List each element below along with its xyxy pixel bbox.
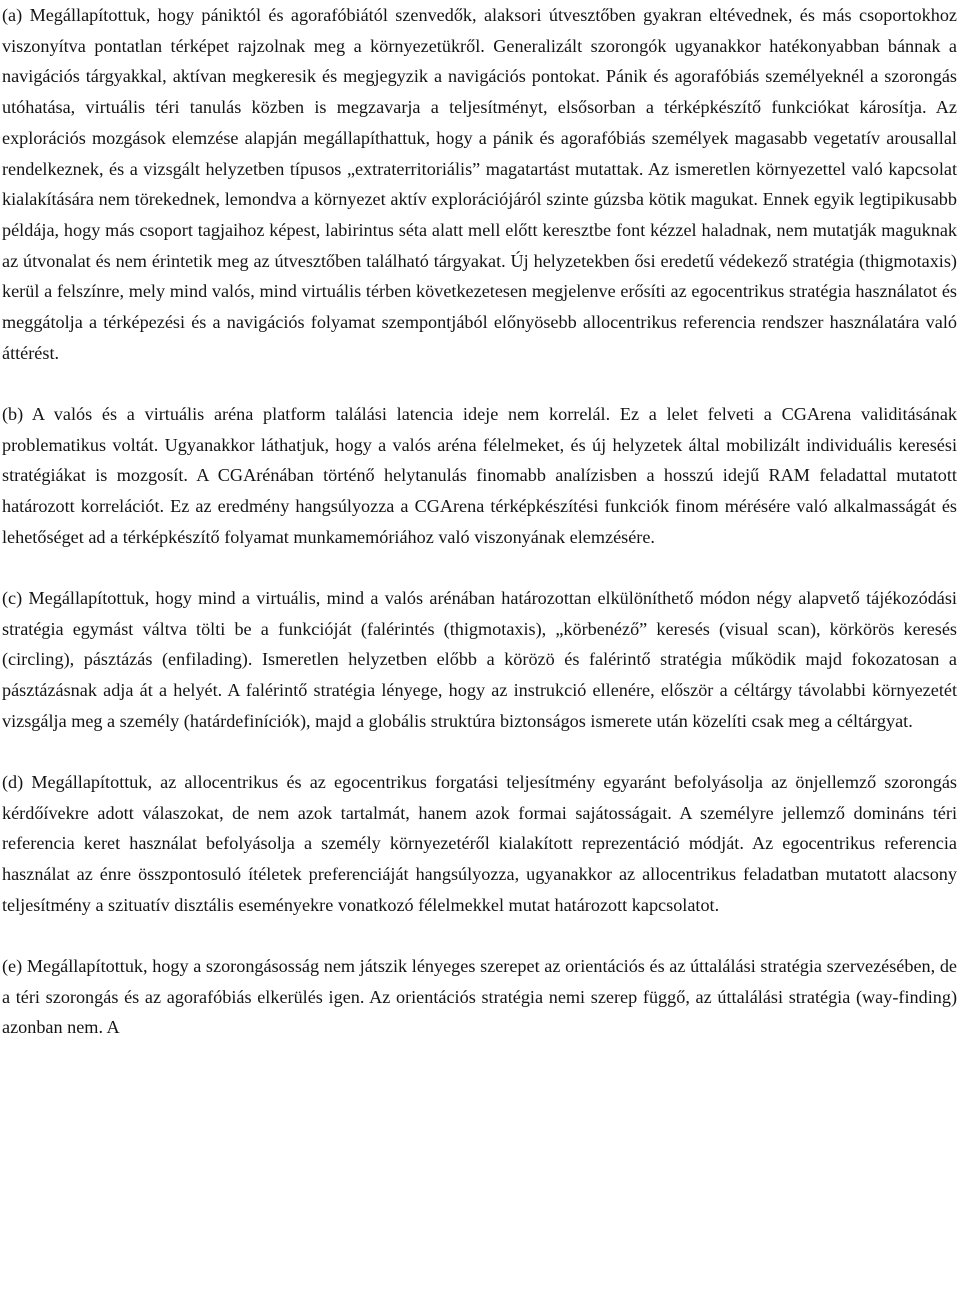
paragraph-a: (a) Megállapítottuk, hogy pániktól és agorafóbiától szenvedők, alaksori útvesztőben gyakran eltévednek, és más csoportokhoz viszonyítva pontatlan térképet rajzolnak meg a környezetükről. Generalizált szorongók ugyanakkor hatékonyabban bánnak a navigációs tárgyakkal, aktívan megkeresik és megjegyzik a navigációs pontokat. Pánik és agorafóbiás személyeknél a szorongás utóhatása, virtuális téri tanulás közben is megzavarja a teljesítményt, elsősorban a térképkészítő funkciókat károsítja. Az explorációs mozgások elemzése alapján megállapíthattuk, hogy a pánik és agorafóbiás személyek magasabb vegetatív arousallal rendelkeznek, és a vizsgált helyzetben típusos „extraterritoriális” magatartást mutattak. Az ismeretlen környezettel való kapcsolat kialakítására nem törekednek, lemondva a környezet aktív explorációjáról szinte gúzsba kötik magukat. Ennek egyik legtipikusabb példája, hogy más csoport tagjaihoz képest, labirintus séta alatt mell előtt keresztbe font kézzel haladnak, nem mutatják maguknak az útvonalat és nem érintetik meg az útvesztőben található tárgyakat. Új helyzetekben ősi eredetű védekező stratégia (thigmotaxis) kerül a felszínre, mely mind valós, mind virtuális térben következetesen megjelenve erősíti az egocentrikus stratégia használatot és meggátolja a térképezési és a navigációs folyamat szempontjából előnyösebb allocentrikus referencia rendszer használatára való áttérést.: [2, 5, 957, 363]
paragraph-d: (d) Megállapítottuk, az allocentrikus és az egocentrikus forgatási teljesítmény egyaránt befolyásolja az önjellemző szorongás kérdőívekre adott válaszokat, de nem azok tartalmát, hanem azok formai sajátosságait. A személyre jellemző domináns téri referencia keret használat befolyásolja a személy környezetéről kialakított reprezentáció módját. Az egocentrikus referencia használat az énre összpontosuló ítéletek preferenciáját hangsúlyozza, ugyanakkor az allocentrikus feladatban mutatott alacsony teljesítmény a szituatív disztális eseményekre vonatkozó félelmekkel mutat határozott kapcsolatot.: [2, 771, 957, 915]
paragraph-c: (c) Megállapítottuk, hogy mind a virtuális, mind a valós arénában határozottan elkülöníthető módon négy alapvető tájékozódási stratégia egymást váltva tölti be a funkcióját (falérintés (thigmotaxis), „körbenéző” keresés (visual scan), körkörös keresés (circling), pásztázás (enfilading). Ismeretlen helyzetben előbb a körözö és falérintő stratégia működik majd fokozatosan a pásztázásnak adja át a helyét. A falérintő stratégia lényege, hogy az instrukció ellenére, először a céltárgy távolabbi környezetét vizsgálja meg a személy (határdefiníciók), majd a globális struktúra biztonságos ismerete után közelíti csak meg a céltárgyat.: [2, 587, 957, 731]
document-page: [2, 0, 957, 1043]
paragraph-b: (b) A valós és a virtuális aréna platform találási latencia ideje nem korrelál. Ez a lelet felveti a CGArena validitásának problematikus voltát. Ugyanakkor láthatjuk, hogy a valós aréna félelmeket, és új helyzetek által mobilizált individuális keresési stratégiákat is mozgosít. A CGArénában történő helytanulás finomabb analízisben a hosszú idejű RAM feladattal mutatott határozott korrelációt. Ez az eredmény hangsúlyozza a CGArena térképkészítési funkciók finom mérésére való alkalmasságát és lehetőséget ad a térképkészítő folyamat munkamemóriához való viszonyának elemzésére.: [2, 403, 957, 547]
paragraph-e: (e) Megállapítottuk, hogy a szorongásosság nem játszik lényeges szerepet az orientációs és az úttalálási stratégia szervezésében, de a téri szorongás és az agorafóbiás elkerülés igen. Az orientációs stratégia nemi szerep függő, az úttalálási stratégia (way-finding) azonban nem. A: [2, 955, 957, 1038]
